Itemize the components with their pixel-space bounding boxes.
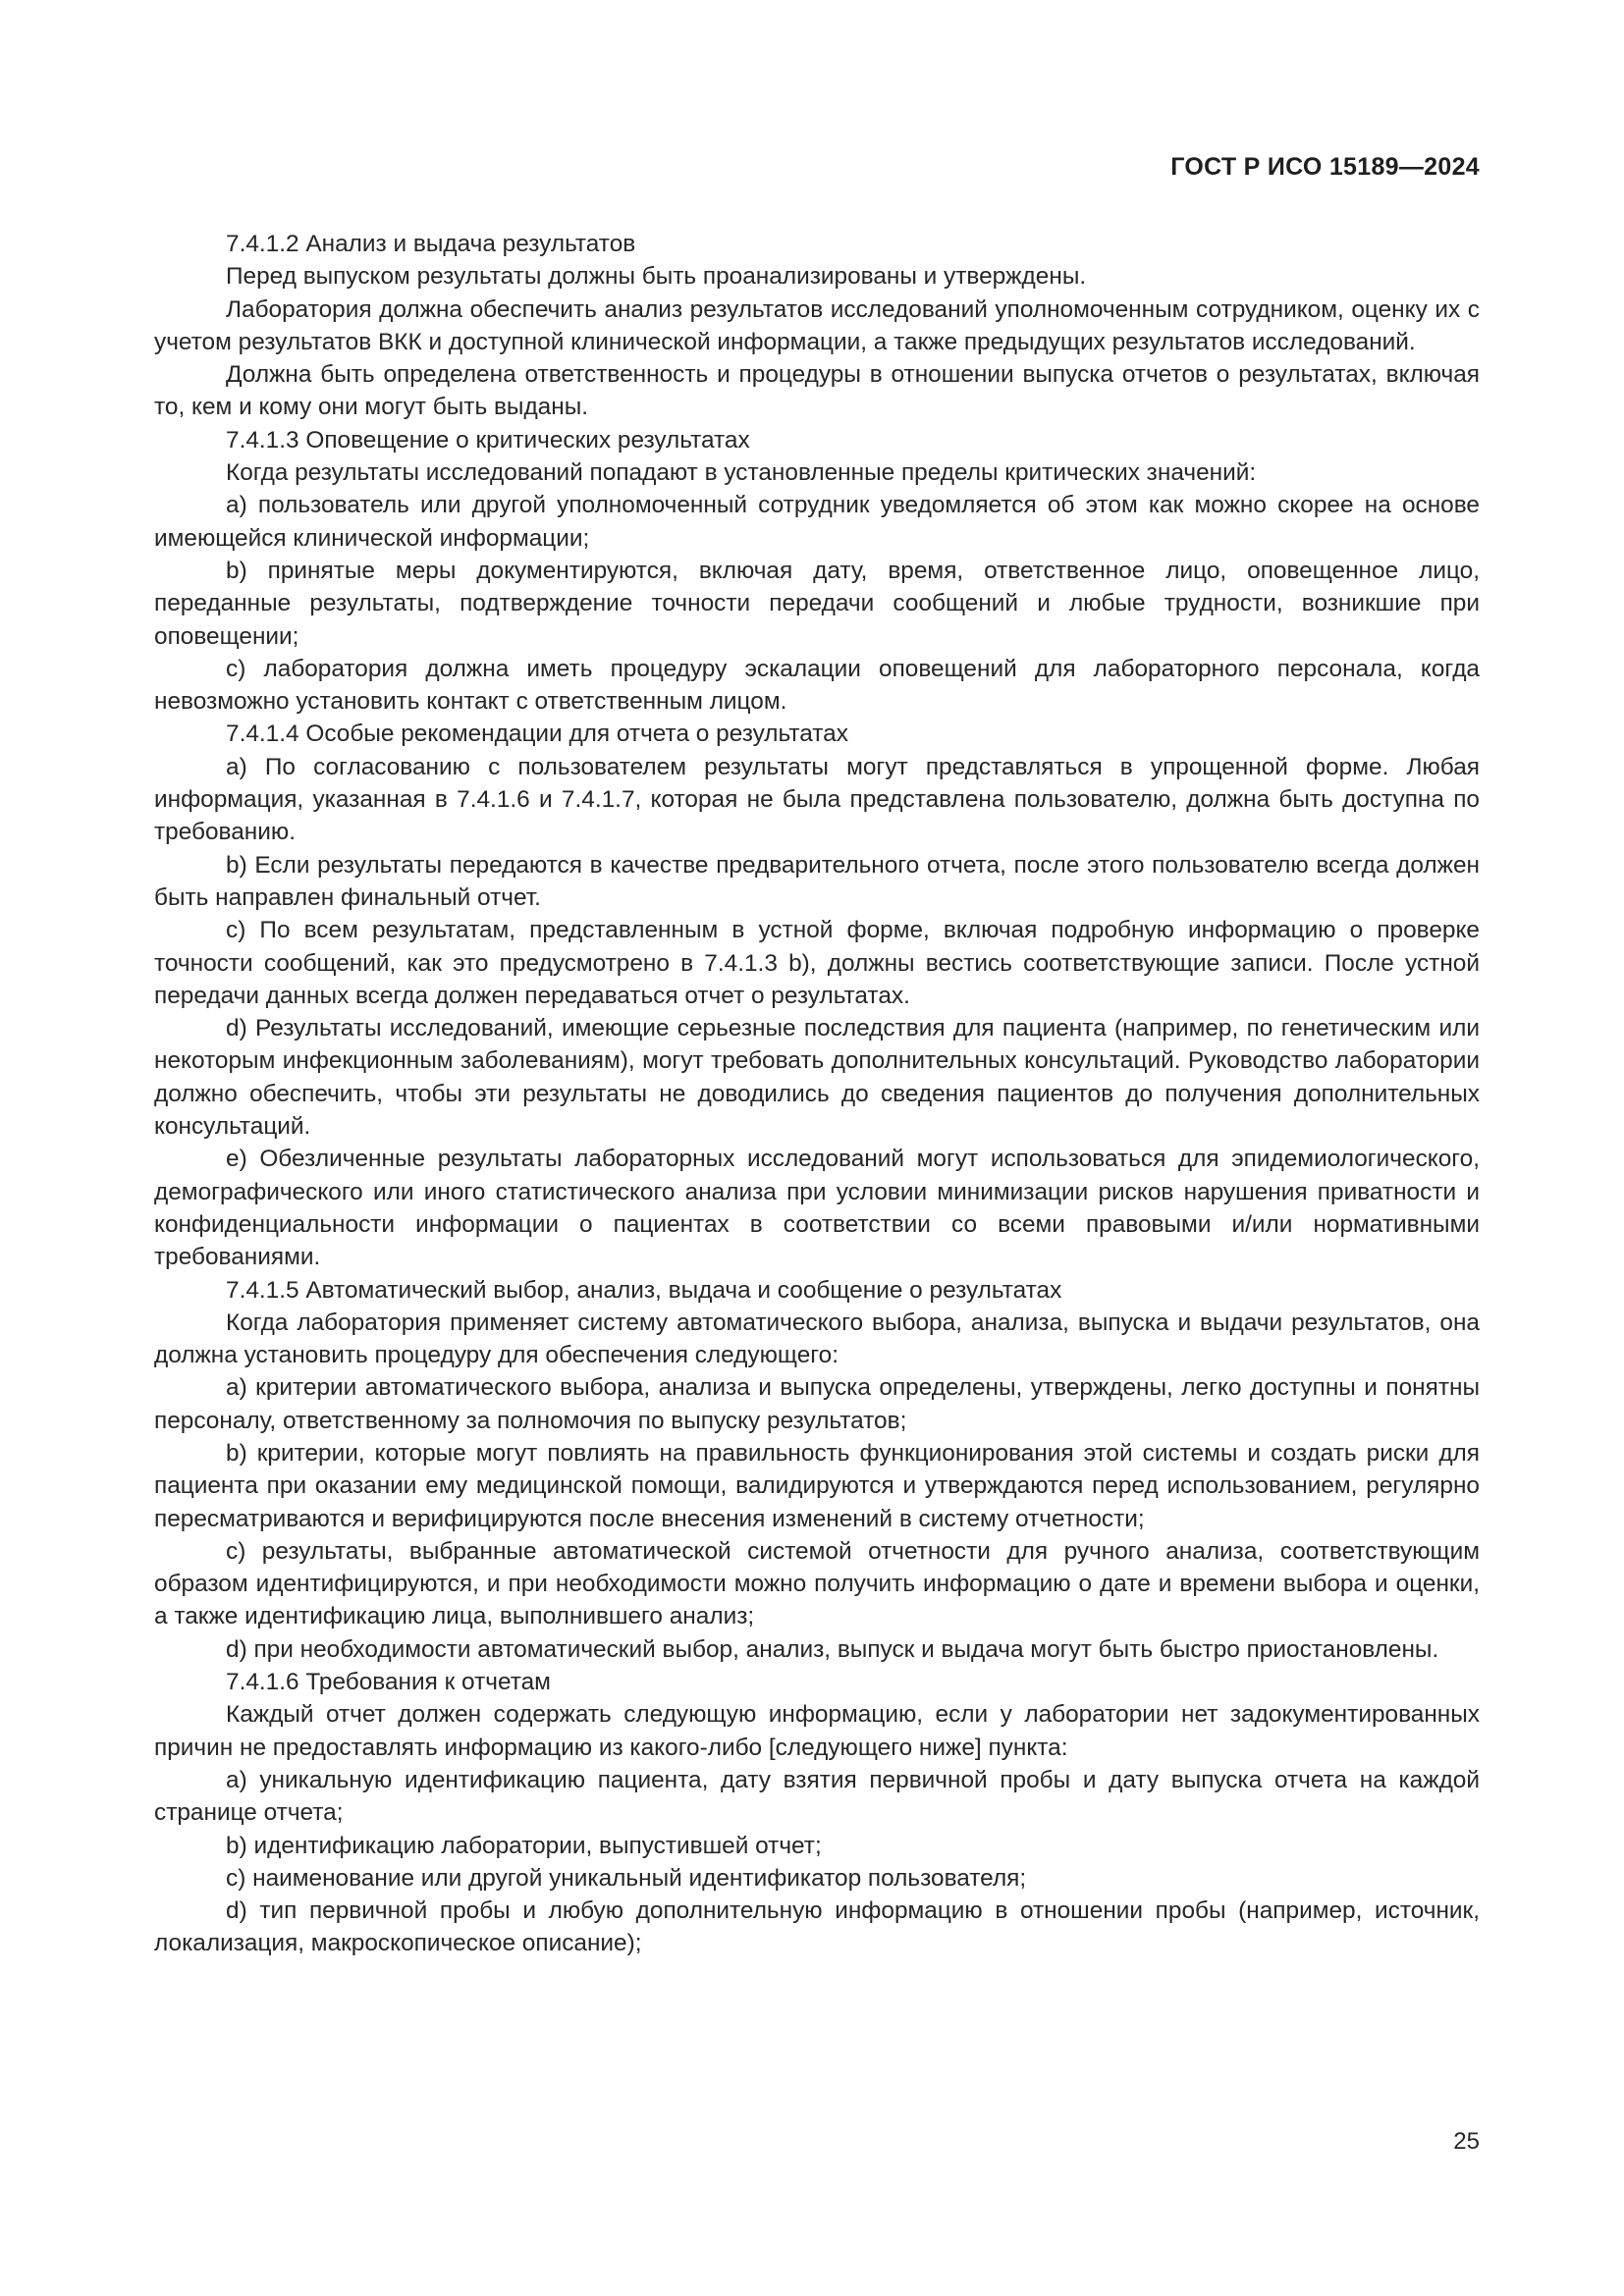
paragraph: Когда результаты исследований попадают в установленные пределы критических значений: <box>226 459 1257 487</box>
page-number: 25 <box>1453 2128 1480 2155</box>
paragraph: Лаборатория должна обеспечить анализ результатов исследований уполномоченным сотрудником, оценку их с учетом результатов ВКК и доступной клинической информации, а также предыдущих результатов исследований. <box>154 295 1480 355</box>
list-item: b) принятые меры документируются, включая дату, время, ответственное лицо, оповещенное лицо, переданные результаты, подтверждение точности передачи сообщений и любые трудности, возникшие при оповещении; <box>154 557 1480 650</box>
list-item: e) Обезличенные результаты лабораторных исследований могут использоваться для эпидемиологического, демографического или иного статистического анализа при условии минимизации рисков нарушения приватности и конфиденциальности информации о пациентах в соответствии со всеми правовыми и/или нормативными требованиями. <box>154 1146 1480 1271</box>
list-item: b) Если результаты передаются в качестве предварительного отчета, после этого пользователю всегда должен быть направлен финальный отчет. <box>154 851 1480 911</box>
document-body <box>154 228 1480 1960</box>
list-item: d) тип первичной пробы и любую дополнительную информацию в отношении пробы (например, источник, локализация, макроскопическое описание); <box>154 1897 1480 1957</box>
list-item: c) наименование или другой уникальный идентификатор пользователя; <box>226 1864 1027 1892</box>
paragraph: Каждый отчет должен содержать следующую информацию, если у лаборатории нет задокументированных причин не предоставлять информацию из какого-либо [следующего ниже] пункта: <box>154 1701 1480 1761</box>
list-item: c) результаты, выбранные автоматической системой отчетности для ручного анализа, соответствующим образом идентифицируются, и при необходимости можно получить информацию о дате и времени выбора и оценки, а также идентификацию лица, выполнившего анализ; <box>154 1537 1480 1630</box>
document-header: ГОСТ Р ИСО 15189—2024 <box>1170 153 1480 181</box>
list-item: c) лаборатория должна иметь процедуру эскалации оповещений для лабораторного персонала, когда невозможно установить контакт с ответственным лицом. <box>154 655 1480 716</box>
list-item: b) идентификацию лаборатории, выпустившей отчет; <box>226 1832 822 1859</box>
list-item: c) По всем результатам, представленным в устной форме, включая подробную информацию о проверке точности сообщений, как это предусмотрено в 7.4.1.3 b), должны вестись соответствующие записи. После устной передачи данных всегда должен передаваться отчет о результатах. <box>154 917 1480 1009</box>
list-item: a) По согласованию с пользователем результаты могут представляться в упрощенной форме. Любая информация, указанная в 7.4.1.6 и 7.4.1.7, которая не была представлена пользователю, должна быть доступна по требованию. <box>154 753 1480 846</box>
paragraph-section-heading: 7.4.1.6 Требования к отчетам <box>226 1669 551 1696</box>
list-item: b) критерии, которые могут повлиять на правильность функционирования этой системы и создать риски для пациента при оказании ему медицинской помощи, валидируются и утверждаются перед использованием, регулярно пересматриваются и верифицируются после внесения изменений в систему отчетности; <box>154 1439 1480 1532</box>
list-item: d) при необходимости автоматический выбор, анализ, выпуск и выдача могут быть быстро приостановлены. <box>226 1635 1439 1663</box>
paragraph-section-heading: 7.4.1.5 Автоматический выбор, анализ, выдача и сообщение о результатах <box>226 1276 1062 1304</box>
list-item: a) критерии автоматического выбора, анализа и выпуска определены, утверждены, легко доступны и понятны персоналу, ответственному за полномочия по выпуску результатов; <box>154 1374 1480 1434</box>
paragraph-section-heading: 7.4.1.4 Особые рекомендации для отчета о результатах <box>226 721 848 748</box>
list-item: a) пользователь или другой уполномоченный сотрудник уведомляется об этом как можно скорее на основе имеющейся клинической информации; <box>154 492 1480 552</box>
paragraph-section-heading: 7.4.1.3 Оповещение о критических результатах <box>226 426 750 454</box>
paragraph: Когда лаборатория применяет систему автоматического выбора, анализа, выпуска и выдачи результатов, она должна установить процедуру для обеспечения следующего: <box>154 1308 1480 1369</box>
paragraph-section-heading: 7.4.1.2 Анализ и выдача результатов <box>226 231 636 257</box>
paragraph: Должна быть определена ответственность и процедуры в отношении выпуска отчетов о результатах, включая то, кем и кому они могут быть выданы. <box>154 361 1480 421</box>
paragraph: Перед выпуском результаты должны быть проанализированы и утверждены. <box>226 263 1087 291</box>
list-item: a) уникальную идентификацию пациента, дату взятия первичной пробы и дату выпуска отчета на каждой странице отчета; <box>154 1766 1480 1827</box>
list-item: d) Результаты исследований, имеющие серьезные последствия для пациента (например, по генетическим или некоторым инфекционным заболеваниям), могут требовать дополнительных консультаций. Руководство лаборатории должно обеспечить, чтобы эти результаты не доводились до сведения пациентов до получения дополнительных консультаций. <box>154 1015 1480 1141</box>
